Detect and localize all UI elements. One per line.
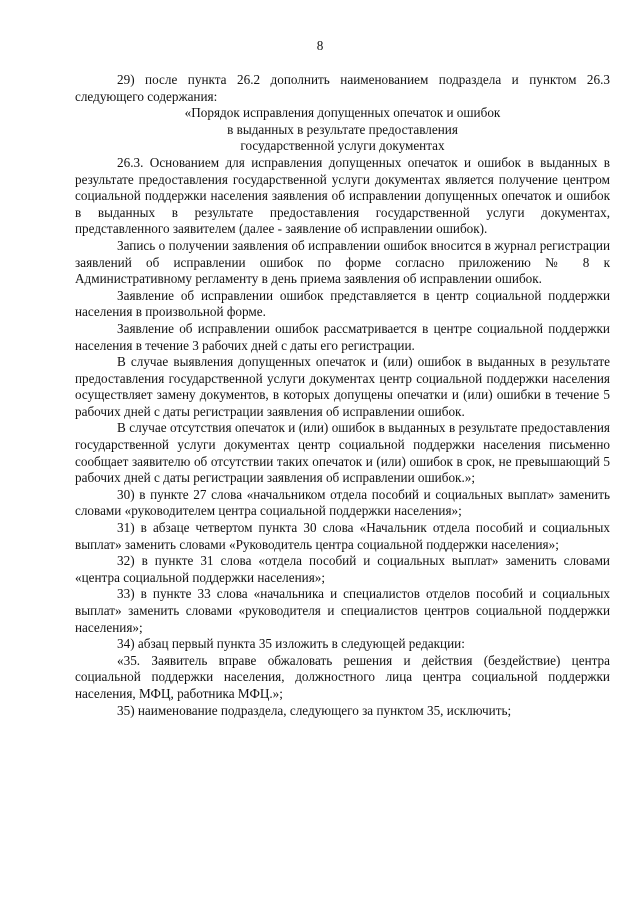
page-number: 8 <box>316 38 324 53</box>
paragraph-free-form: Заявление об исправлении ошибок представляется в центр социальной поддержки населения в произвольной форме. <box>75 287 610 320</box>
subsection-heading-line: государственной услуги документах <box>240 138 445 154</box>
paragraph-35: 35) наименование подраздела, следующего за пунктом 35, исключить; <box>117 702 512 718</box>
paragraph-no-errors: В случае отсутствия опечаток и (или) ошибок в выданных в результате предоставления государственной услуги документах центр социальной поддержки населения письменно сообщает заявителю об отсутствии таких опечаток и (или) ошибок в срок, не превышающий 5 рабочих дней с даты регистрации заявления об исправлении ошибок.»; <box>75 420 610 486</box>
paragraph-errors-found: В случае выявления допущенных опечаток и (или) ошибок в выданных в результате предоставления государственной услуги документах центр социальной поддержки населения осуществляет замену документов, в которых допущены опечатки и (или) ошибки в течение 5 рабочих дней с даты регистрации заявления об исправлении ошибок. <box>75 354 610 419</box>
paragraph-29: 29) после пункта 26.2 дополнить наименованием подраздела и пунктом 26.3 следующего содержания: <box>75 72 610 104</box>
paragraph-31: 31) в абзаце четвертом пункта 30 слова «Начальник отдела пособий и социальных выплат» заменить словами «Руководитель центра социальной поддержки населения»; <box>75 520 610 552</box>
subsection-heading-line: «Порядок исправления допущенных опечаток и ошибок <box>184 105 501 121</box>
paragraph-35-quote: «35. Заявитель вправе обжаловать решения и действия (бездействие) центра социальной поддержки населения, должностного лица центра социальной поддержки населения, МФЦ, работника МФЦ.»; <box>75 652 610 701</box>
subsection-heading <box>75 105 610 155</box>
paragraph-34: 34) абзац первый пункта 35 изложить в следующей редакции: <box>117 636 465 652</box>
paragraph-review-term: Заявление об исправлении ошибок рассматривается в центре социальной поддержки населения в течение 3 рабочих дней с даты его регистрации. <box>75 320 610 353</box>
paragraph-journal: Запись о получении заявления об исправлении ошибок вносится в журнал регистрации заявлений об исправлении ошибок по форме согласно приложению № 8 к Административному регламенту в день приема заявления об исправлении ошибок. <box>75 237 610 287</box>
document-body <box>75 72 610 719</box>
paragraph-30: 30) в пункте 27 слова «начальником отдела пособий и социальных выплат» заменить словами «руководителем центра социальной поддержки населения»; <box>75 486 610 519</box>
paragraph-26-3: 26.3. Основанием для исправления допущенных опечаток и ошибок в выданных в результате предоставления государственной услуги документах является получение центром социальной поддержки населения заявления об исправлении допущенных опечаток и ошибок в выданных в результате предоставления государственной услуги документах, представленного заявителем (далее - заявление об исправлении ошибок). <box>75 154 610 237</box>
subsection-heading-line: в выданных в результате предоставления <box>227 121 458 137</box>
paragraph-32: 32) в пункте 31 слова «отдела пособий и социальных выплат» заменить словами «центра социальной поддержки населения»; <box>75 553 610 585</box>
paragraph-33: 33) в пункте 33 слова «начальника и специалистов отделов пособий и социальных выплат» заменить словами «руководителя и специалистов центров социальной поддержки населения»; <box>75 586 610 635</box>
